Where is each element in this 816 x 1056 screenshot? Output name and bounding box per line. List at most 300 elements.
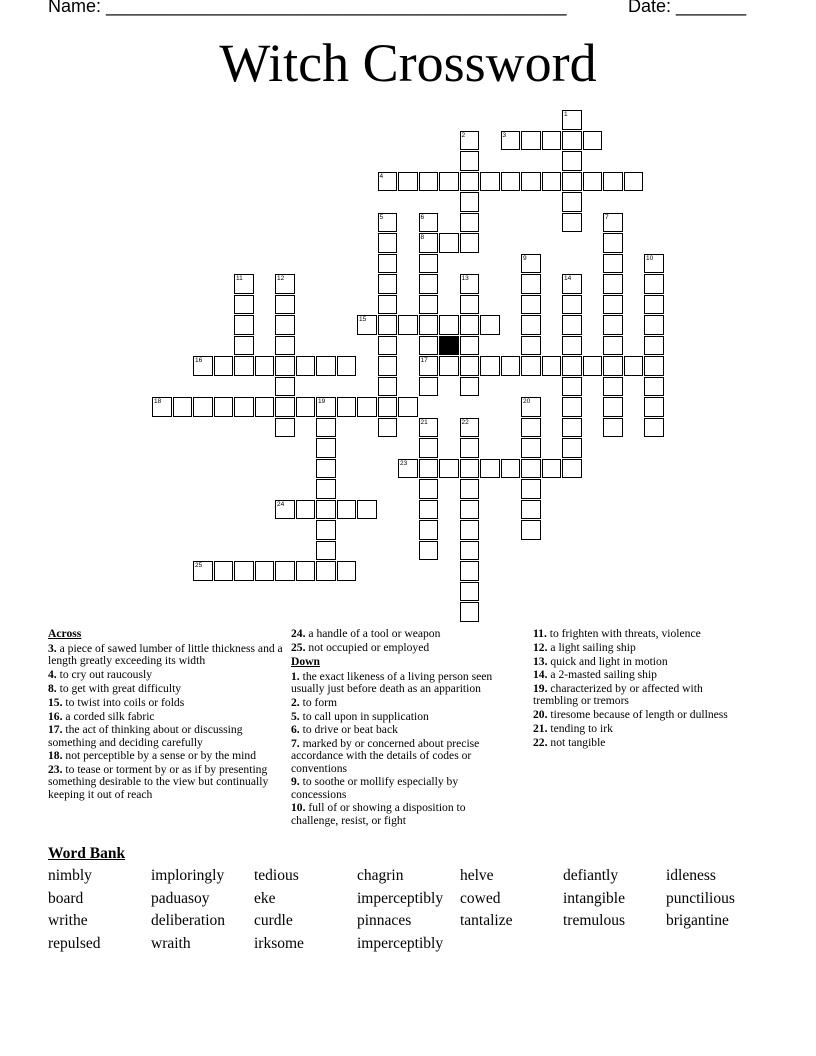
grid-cell[interactable] xyxy=(439,233,459,253)
clue-number: 17 xyxy=(420,357,428,364)
grid-cell[interactable] xyxy=(562,377,582,397)
grid-cell[interactable] xyxy=(275,315,295,335)
grid-cell[interactable] xyxy=(521,500,541,520)
grid-cell[interactable] xyxy=(521,131,541,151)
grid-cell[interactable] xyxy=(419,377,439,397)
grid-cell[interactable] xyxy=(419,233,439,253)
grid-cell[interactable] xyxy=(316,438,336,458)
grid-cell[interactable] xyxy=(419,356,439,376)
grid-cell[interactable] xyxy=(521,356,541,376)
clue-number: 16 xyxy=(195,357,203,364)
grid-cell[interactable] xyxy=(419,274,439,294)
grid-cell[interactable] xyxy=(603,295,623,315)
clue-text: the act of thinking about or discussing something and deciding carefully xyxy=(48,723,243,749)
grid-cell[interactable] xyxy=(398,315,418,335)
grid-cell[interactable] xyxy=(316,479,336,499)
grid-cell[interactable] xyxy=(378,254,398,274)
grid-cell[interactable] xyxy=(439,356,459,376)
grid-cell[interactable] xyxy=(439,315,459,335)
grid-cell[interactable] xyxy=(378,377,398,397)
grid-cell[interactable] xyxy=(521,459,541,479)
word-bank-word: defiantly xyxy=(563,867,619,884)
across-clue xyxy=(48,711,284,723)
down-clue-list xyxy=(291,671,501,827)
grid-cell[interactable] xyxy=(275,500,295,520)
clue-text: marked by or concerned about precise accordance with the details of codes or conventions xyxy=(291,737,480,775)
clue-num: 10. xyxy=(291,801,306,815)
clue-text: to cry out raucously xyxy=(56,668,153,682)
grid-cell[interactable] xyxy=(275,561,295,581)
grid-cell[interactable] xyxy=(562,131,582,151)
grid-cell[interactable] xyxy=(460,172,480,192)
grid-cell[interactable] xyxy=(521,254,541,274)
grid-cell[interactable] xyxy=(419,418,439,438)
grid-cell[interactable] xyxy=(316,520,336,540)
grid-cell[interactable] xyxy=(357,500,377,520)
word-bank-word: imperceptibly xyxy=(357,934,444,952)
grid-cell[interactable] xyxy=(460,192,480,212)
grid-cell[interactable] xyxy=(275,418,295,438)
word-bank-word: tremulous xyxy=(563,912,625,930)
grid-cell[interactable] xyxy=(583,172,603,192)
clue-text: a 2-masted sailing ship xyxy=(547,668,657,682)
word-bank-word: punctilious xyxy=(666,889,735,907)
grid-cell[interactable] xyxy=(214,397,234,417)
grid-cell[interactable] xyxy=(193,356,213,376)
clue-text: the exact likeness of a living person seen usually just before death as an apparition xyxy=(291,669,493,695)
clue-text: quick and light in motion xyxy=(547,654,668,668)
grid-cell[interactable] xyxy=(460,377,480,397)
grid-cell[interactable] xyxy=(275,336,295,356)
grid-cell[interactable] xyxy=(562,192,582,212)
grid-cell[interactable] xyxy=(255,356,275,376)
grid-cell[interactable] xyxy=(603,356,623,376)
across-clue xyxy=(48,697,284,709)
grid-cell[interactable] xyxy=(644,315,664,335)
grid-cell[interactable] xyxy=(214,561,234,581)
grid-cell[interactable] xyxy=(644,397,664,417)
name-field[interactable]: Name: ______________________________________________ xyxy=(48,0,567,16)
word-bank-word: pinnaces xyxy=(357,912,412,930)
grid-cell[interactable] xyxy=(419,254,439,274)
down-clue xyxy=(533,628,748,640)
across-clue xyxy=(48,683,284,695)
clue-num: 3. xyxy=(48,642,57,656)
clue-text: a corded silk fabric xyxy=(62,709,155,723)
grid-cell[interactable] xyxy=(214,356,234,376)
clue-number: 24 xyxy=(277,500,285,508)
down-clue xyxy=(533,709,748,721)
down-clue xyxy=(291,671,501,695)
across-clue xyxy=(48,724,284,748)
clue-number: 3 xyxy=(502,131,507,139)
grid-cell[interactable] xyxy=(562,438,582,458)
clue-num: 24. xyxy=(291,627,306,640)
grid-cell[interactable] xyxy=(460,520,480,540)
black-square xyxy=(439,336,459,356)
grid-cell[interactable] xyxy=(460,274,480,294)
grid-cell[interactable] xyxy=(562,336,582,356)
grid-cell[interactable] xyxy=(439,172,459,192)
grid-cell[interactable] xyxy=(378,213,398,233)
clue-num: 9. xyxy=(291,775,300,789)
grid-cell[interactable] xyxy=(460,438,480,458)
grid-cell[interactable] xyxy=(419,438,439,458)
clue-num: 17. xyxy=(48,723,63,737)
clue-num: 19. xyxy=(533,682,548,696)
across-clue xyxy=(48,669,284,681)
grid-cell[interactable] xyxy=(460,315,480,335)
grid-cell[interactable] xyxy=(521,479,541,499)
grid-cell[interactable] xyxy=(398,459,418,479)
grid-cell[interactable] xyxy=(296,356,316,376)
grid-cell[interactable] xyxy=(234,315,254,335)
clue-num: 4. xyxy=(48,668,57,682)
grid-cell[interactable] xyxy=(562,418,582,438)
grid-cell[interactable] xyxy=(419,500,439,520)
grid-cell[interactable] xyxy=(480,172,500,192)
grid-cell[interactable] xyxy=(460,561,480,581)
down-clue xyxy=(291,711,501,723)
grid-cell[interactable] xyxy=(603,213,623,233)
clue-number: 22 xyxy=(461,418,469,426)
clue-num: 1. xyxy=(291,669,300,683)
grid-cell[interactable] xyxy=(460,582,480,602)
clue-text: a piece of sawed lumber of little thickness and a length greatly exceeding its width xyxy=(48,642,283,668)
grid-cell[interactable] xyxy=(521,295,541,315)
clue-num: 18. xyxy=(48,749,63,763)
word-bank-word: cowed xyxy=(460,889,501,907)
clue-num: 23. xyxy=(48,763,63,777)
down-clue-list-continued xyxy=(533,628,748,749)
grid-cell[interactable] xyxy=(460,336,480,356)
grid-cell[interactable] xyxy=(480,356,500,376)
grid-cell[interactable] xyxy=(316,561,336,581)
grid-cell[interactable] xyxy=(521,520,541,540)
clue-number: 13 xyxy=(461,275,469,282)
grid-cell[interactable] xyxy=(460,602,480,622)
grid-cell[interactable] xyxy=(316,356,336,376)
word-bank-word: brigantine xyxy=(666,912,729,930)
clue-number: 5 xyxy=(379,213,384,221)
clues-column-3 xyxy=(533,628,748,751)
grid-cell[interactable] xyxy=(419,315,439,335)
grid-cell[interactable] xyxy=(378,295,398,315)
word-bank-word: tedious xyxy=(254,867,299,884)
grid-cell[interactable] xyxy=(624,172,644,192)
grid-cell[interactable] xyxy=(337,356,357,376)
clue-text: tending to irk xyxy=(547,721,613,735)
down-clue xyxy=(291,724,501,736)
grid-cell[interactable] xyxy=(316,397,336,417)
grid-cell[interactable] xyxy=(378,274,398,294)
grid-cell[interactable] xyxy=(460,541,480,561)
clue-number: 11 xyxy=(236,275,243,282)
grid-cell[interactable] xyxy=(152,397,172,417)
clue-text: not occupied or employed xyxy=(305,640,430,654)
clue-num: 6. xyxy=(291,723,300,737)
grid-cell[interactable] xyxy=(316,500,336,520)
grid-cell[interactable] xyxy=(296,397,316,417)
clue-number: 19 xyxy=(318,398,326,405)
grid-cell[interactable] xyxy=(419,459,439,479)
grid-cell[interactable] xyxy=(378,418,398,438)
clue-number: 14 xyxy=(564,275,572,282)
grid-cell[interactable] xyxy=(603,377,623,397)
grid-cell[interactable] xyxy=(378,356,398,376)
clue-num: 21. xyxy=(533,721,548,735)
grid-cell[interactable] xyxy=(624,356,644,376)
grid-cell[interactable] xyxy=(562,110,582,130)
grid-cell[interactable] xyxy=(255,561,275,581)
clue-text: to tease or torment by or as if by presenting something desirable to the view but continually keeping it out of reach xyxy=(48,763,269,801)
grid-cell[interactable] xyxy=(460,479,480,499)
grid-cell[interactable] xyxy=(234,356,254,376)
grid-cell[interactable] xyxy=(644,274,664,294)
grid-cell[interactable] xyxy=(644,356,664,376)
grid-cell[interactable] xyxy=(562,274,582,294)
grid-cell[interactable] xyxy=(501,356,521,376)
word-bank-word: wraith xyxy=(151,934,191,952)
across-clue-list-continued xyxy=(291,628,501,654)
grid-cell[interactable] xyxy=(378,172,398,192)
grid-cell[interactable] xyxy=(501,131,521,151)
across-clue xyxy=(291,628,501,640)
grid-cell[interactable] xyxy=(460,500,480,520)
grid-cell[interactable] xyxy=(419,479,439,499)
word-bank-title: Word Bank xyxy=(48,845,126,862)
down-clue xyxy=(533,669,748,681)
grid-cell[interactable] xyxy=(378,336,398,356)
grid-cell[interactable] xyxy=(460,418,480,438)
grid-cell[interactable] xyxy=(644,336,664,356)
grid-cell[interactable] xyxy=(296,561,316,581)
grid-cell[interactable] xyxy=(337,561,357,581)
clue-number: 23 xyxy=(400,459,408,467)
grid-cell[interactable] xyxy=(644,254,664,274)
grid-cell[interactable] xyxy=(501,172,521,192)
grid-cell[interactable] xyxy=(316,541,336,561)
word-bank-word: imploringly xyxy=(151,867,225,884)
grid-cell[interactable] xyxy=(521,397,541,417)
grid-cell[interactable] xyxy=(378,315,398,335)
across-clue-list xyxy=(48,643,284,801)
clue-number: 25 xyxy=(195,562,203,569)
grid-cell[interactable] xyxy=(460,295,480,315)
word-bank-word: board xyxy=(48,889,84,907)
grid-cell[interactable] xyxy=(562,172,582,192)
word-bank-word: repulsed xyxy=(48,934,101,952)
grid-cell[interactable] xyxy=(275,274,295,294)
clue-num: 25. xyxy=(291,640,306,654)
grid-cell[interactable] xyxy=(378,233,398,253)
clues-column-2 xyxy=(291,628,501,828)
clue-text: to call upon in supplication xyxy=(299,709,429,723)
word-bank-word: imperceptibly xyxy=(357,889,444,907)
grid-cell[interactable] xyxy=(562,151,582,171)
grid-cell[interactable] xyxy=(603,274,623,294)
grid-cell[interactable] xyxy=(521,418,541,438)
date-field[interactable]: Date: _______ xyxy=(628,0,747,16)
clue-number: 18 xyxy=(154,398,162,405)
clue-number: 1 xyxy=(564,111,568,118)
grid-cell[interactable] xyxy=(562,295,582,315)
grid-cell[interactable] xyxy=(419,172,439,192)
grid-cell[interactable] xyxy=(296,500,316,520)
grid-cell[interactable] xyxy=(460,459,480,479)
across-clue xyxy=(48,643,284,667)
grid-cell[interactable] xyxy=(603,418,623,438)
grid-cell[interactable] xyxy=(275,397,295,417)
grid-cell[interactable] xyxy=(398,397,418,417)
down-clue xyxy=(533,683,748,707)
grid-cell[interactable] xyxy=(398,172,418,192)
clue-number: 15 xyxy=(359,316,367,323)
grid-cell[interactable] xyxy=(419,520,439,540)
clue-number: 2 xyxy=(461,131,466,139)
down-clue xyxy=(533,642,748,654)
grid-cell[interactable] xyxy=(542,131,562,151)
grid-cell[interactable] xyxy=(357,315,377,335)
grid-cell[interactable] xyxy=(562,356,582,376)
grid-cell[interactable] xyxy=(460,356,480,376)
grid-cell[interactable] xyxy=(603,336,623,356)
word-bank-word: chagrin xyxy=(357,867,404,884)
grid-cell[interactable] xyxy=(562,459,582,479)
across-clue xyxy=(291,642,501,654)
clue-num: 15. xyxy=(48,695,63,709)
grid-cell[interactable] xyxy=(419,213,439,233)
grid-cell[interactable] xyxy=(460,151,480,171)
grid-cell[interactable] xyxy=(234,274,254,294)
clue-num: 11. xyxy=(533,627,547,640)
clue-num: 8. xyxy=(48,682,57,695)
word-bank-word: deliberation xyxy=(151,912,226,930)
grid-cell[interactable] xyxy=(521,336,541,356)
grid-cell[interactable] xyxy=(583,356,603,376)
grid-cell[interactable] xyxy=(419,541,439,561)
down-clue xyxy=(291,738,501,775)
grid-cell[interactable] xyxy=(173,397,193,417)
grid-cell[interactable] xyxy=(603,254,623,274)
grid-cell[interactable] xyxy=(193,397,213,417)
grid-cell[interactable] xyxy=(234,397,254,417)
down-clue xyxy=(291,697,501,709)
grid-cell[interactable] xyxy=(275,377,295,397)
across-heading: Across xyxy=(48,627,82,640)
clue-num: 7. xyxy=(291,737,300,751)
grid-cell[interactable] xyxy=(644,418,664,438)
grid-cell[interactable] xyxy=(583,131,603,151)
page-title: Witch Crossword xyxy=(219,33,597,93)
grid-cell[interactable] xyxy=(542,459,562,479)
grid-cell[interactable] xyxy=(644,295,664,315)
grid-cell[interactable] xyxy=(337,397,357,417)
grid-cell[interactable] xyxy=(460,131,480,151)
grid-cell[interactable] xyxy=(542,356,562,376)
grid-cell[interactable] xyxy=(234,561,254,581)
clue-number: 4 xyxy=(379,172,384,180)
clue-number: 8 xyxy=(420,234,425,241)
down-clue xyxy=(533,656,748,668)
word-bank-word: tantalize xyxy=(460,912,513,930)
clue-number: 7 xyxy=(605,213,609,221)
clue-num: 20. xyxy=(533,708,548,722)
grid-cell[interactable] xyxy=(234,295,254,315)
clue-text: tiresome because of length or dullness xyxy=(547,708,728,722)
grid-cell[interactable] xyxy=(521,315,541,335)
word-bank-word: irksome xyxy=(254,934,304,952)
grid-cell[interactable] xyxy=(644,377,664,397)
grid-cell[interactable] xyxy=(275,295,295,315)
grid-cell[interactable] xyxy=(337,500,357,520)
grid-cell[interactable] xyxy=(357,397,377,417)
grid-cell[interactable] xyxy=(562,213,582,233)
grid-cell[interactable] xyxy=(521,438,541,458)
grid-cell[interactable] xyxy=(562,315,582,335)
grid-cell[interactable] xyxy=(603,397,623,417)
down-clue xyxy=(291,802,501,826)
grid-cell[interactable] xyxy=(419,295,439,315)
clue-number: 21 xyxy=(420,418,428,426)
clue-number: 9 xyxy=(523,254,527,262)
word-bank-word: curdle xyxy=(254,912,293,930)
word-bank-word: eke xyxy=(254,889,276,907)
clue-num: 22. xyxy=(533,735,548,749)
word-bank-word: paduasoy xyxy=(151,889,210,907)
grid-cell[interactable] xyxy=(316,418,336,438)
grid-cell[interactable] xyxy=(562,397,582,417)
down-clue xyxy=(533,723,748,735)
clue-num: 12. xyxy=(533,640,548,654)
grid-cell[interactable] xyxy=(316,459,336,479)
clue-text: to form xyxy=(299,695,338,709)
grid-cell[interactable] xyxy=(419,336,439,356)
clues-column-1 xyxy=(48,628,284,802)
clue-text: to twist into coils or folds xyxy=(62,695,185,709)
grid-cell[interactable] xyxy=(378,397,398,417)
grid-cell[interactable] xyxy=(480,315,500,335)
grid-cell[interactable] xyxy=(501,459,521,479)
word-bank-word: helve xyxy=(460,867,494,884)
grid-cell[interactable] xyxy=(603,315,623,335)
clue-text: to soothe or mollify especially by concessions xyxy=(291,775,459,801)
grid-cell[interactable] xyxy=(521,274,541,294)
down-heading: Down xyxy=(291,654,320,668)
clue-text: characterized by or affected with trembling or tremors xyxy=(533,682,703,708)
grid-cell[interactable] xyxy=(460,233,480,253)
clue-text: a handle of a tool or weapon xyxy=(305,627,441,640)
grid-cell[interactable] xyxy=(480,459,500,479)
clue-text: not perceptible by a sense or by the mind xyxy=(62,749,256,763)
grid-cell[interactable] xyxy=(603,172,623,192)
grid-cell[interactable] xyxy=(275,356,295,376)
grid-cell[interactable] xyxy=(439,459,459,479)
grid-cell[interactable] xyxy=(460,213,480,233)
grid-cell[interactable] xyxy=(193,561,213,581)
grid-cell[interactable] xyxy=(521,172,541,192)
grid-cell[interactable] xyxy=(603,233,623,253)
clue-number: 10 xyxy=(646,254,654,262)
clue-text: not tangible xyxy=(547,735,606,749)
grid-cell[interactable] xyxy=(234,336,254,356)
grid-cell[interactable] xyxy=(255,397,275,417)
grid-cell[interactable] xyxy=(542,172,562,192)
clue-num: 16. xyxy=(48,709,63,723)
across-clue xyxy=(48,750,284,762)
clue-number: 20 xyxy=(523,398,531,405)
clue-num: 13. xyxy=(533,654,548,668)
